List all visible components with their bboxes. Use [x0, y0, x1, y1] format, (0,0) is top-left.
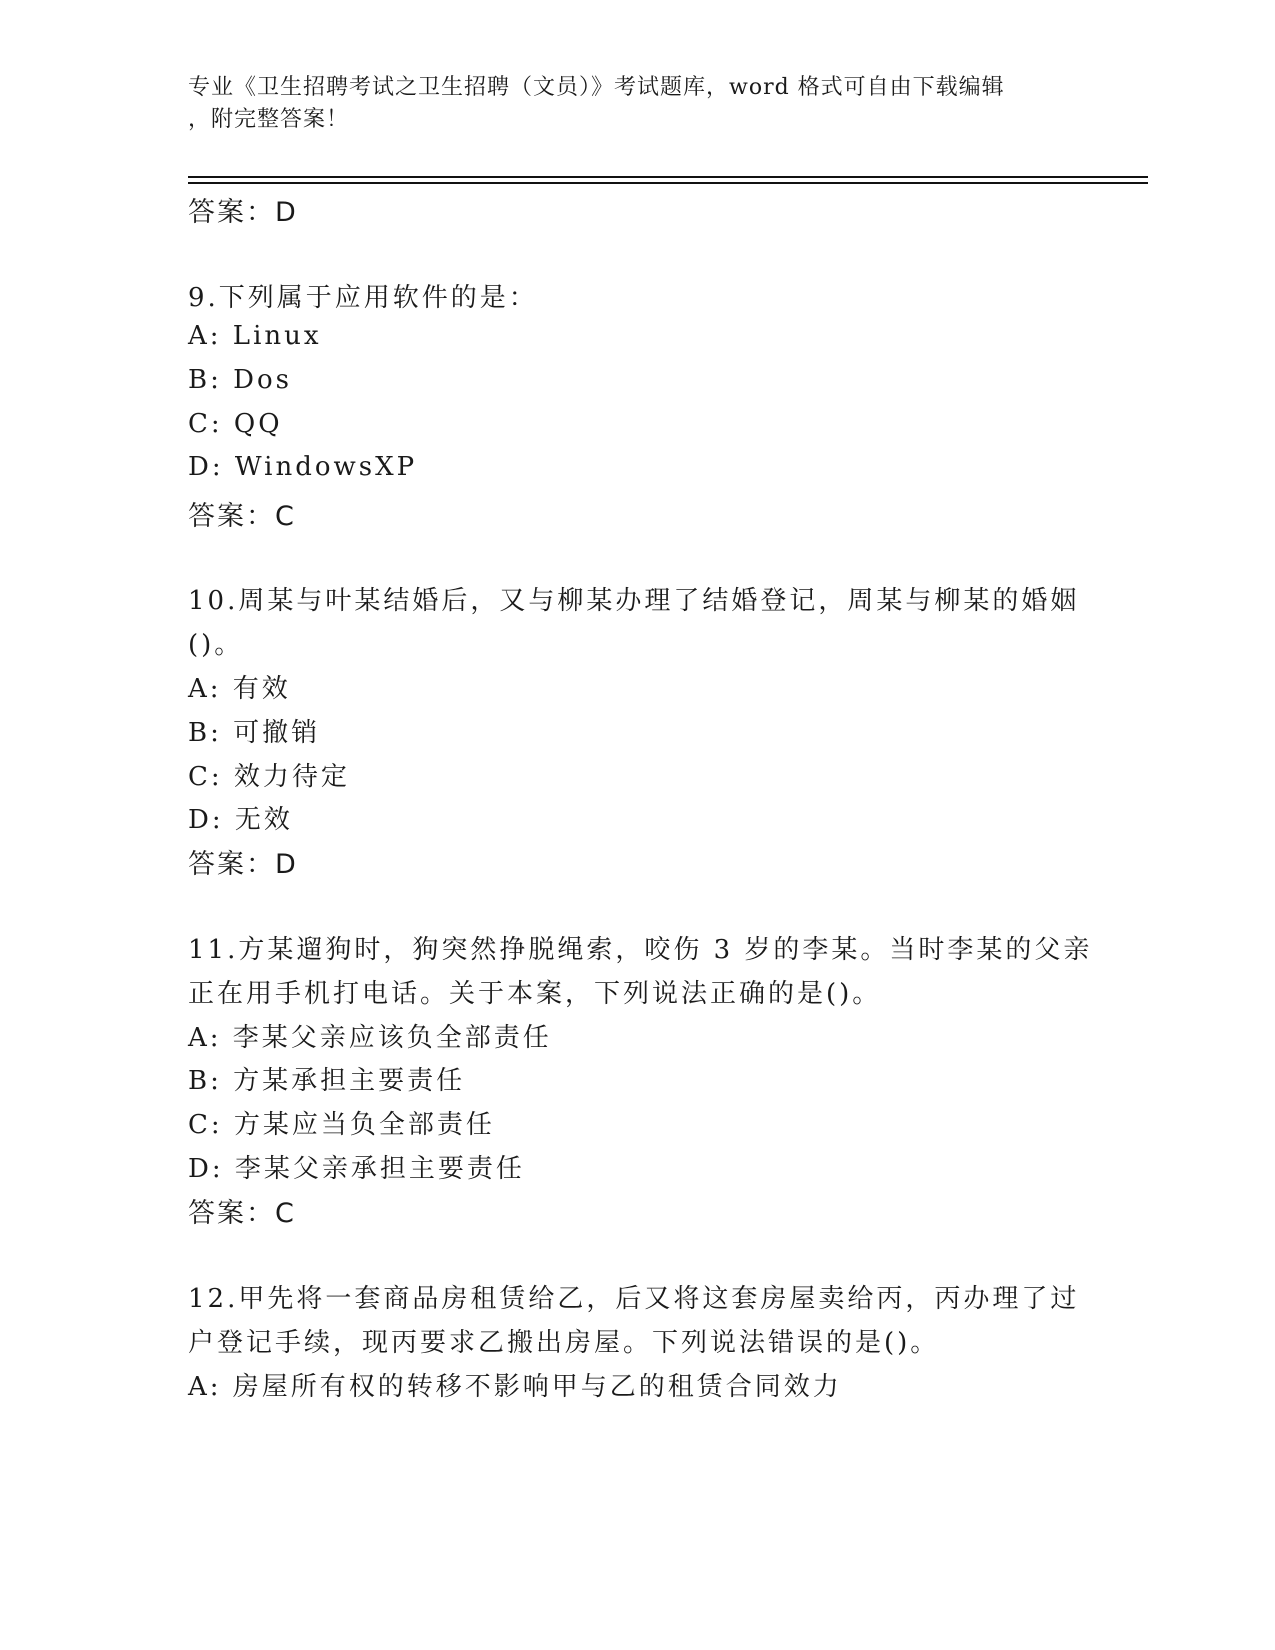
header-rule-bottom [188, 182, 1148, 184]
question-9-option-c: C: QQ [188, 409, 283, 439]
answer-q9: 答案：C [188, 501, 296, 532]
header-line-2: ，附完整答案！ [188, 107, 350, 132]
question-10-stem-line-1: 10.周某与叶某结婚后，又与柳某办理了结婚登记，周某与柳某的婚姻 [188, 586, 1080, 616]
question-12-option-a: A: 房屋所有权的转移不影响甲与乙的租赁合同效力 [188, 1372, 842, 1402]
question-9-option-a: A: Linux [188, 321, 322, 351]
question-11-stem-line-1: 11.方某遛狗时，狗突然挣脱绳索，咬伤 3 岁的李某。当时李某的父亲 [188, 935, 1093, 965]
question-11-stem-line-2: 正在用手机打电话。关于本案，下列说法正确的是()。 [188, 979, 882, 1009]
header-line-1: 专业《卫生招聘考试之卫生招聘（文员）》考试题库，word 格式可自由下载编辑 [188, 75, 1005, 100]
answer-q8: 答案：D [188, 197, 298, 228]
question-9-option-d: D: WindowsXP [188, 452, 418, 482]
question-11-option-a: A: 李某父亲应该负全部责任 [188, 1023, 552, 1053]
question-10-option-c: C: 效力待定 [188, 762, 350, 792]
question-12-stem-line-2: 户登记手续，现丙要求乙搬出房屋。下列说法错误的是()。 [188, 1328, 940, 1358]
answer-q11: 答案：C [188, 1198, 296, 1229]
header-rule-top [188, 176, 1148, 178]
question-10-option-d: D: 无效 [188, 805, 293, 835]
question-10-stem-line-2: ()。 [188, 630, 244, 660]
question-10-option-b: B: 可撤销 [188, 718, 321, 748]
question-11-option-b: B: 方某承担主要责任 [188, 1066, 466, 1096]
question-11-option-c: C: 方某应当负全部责任 [188, 1110, 495, 1140]
question-10-option-a: A: 有效 [188, 674, 291, 704]
question-9-stem: 9.下列属于应用软件的是： [188, 283, 538, 313]
answer-q10: 答案：D [188, 849, 298, 880]
question-9-option-b: B: Dos [188, 365, 292, 395]
question-11-option-d: D: 李某父亲承担主要责任 [188, 1154, 525, 1184]
question-12-stem-line-1: 12.甲先将一套商品房租赁给乙，后又将这套房屋卖给丙，丙办理了过 [188, 1284, 1080, 1314]
document-header [188, 72, 1068, 136]
